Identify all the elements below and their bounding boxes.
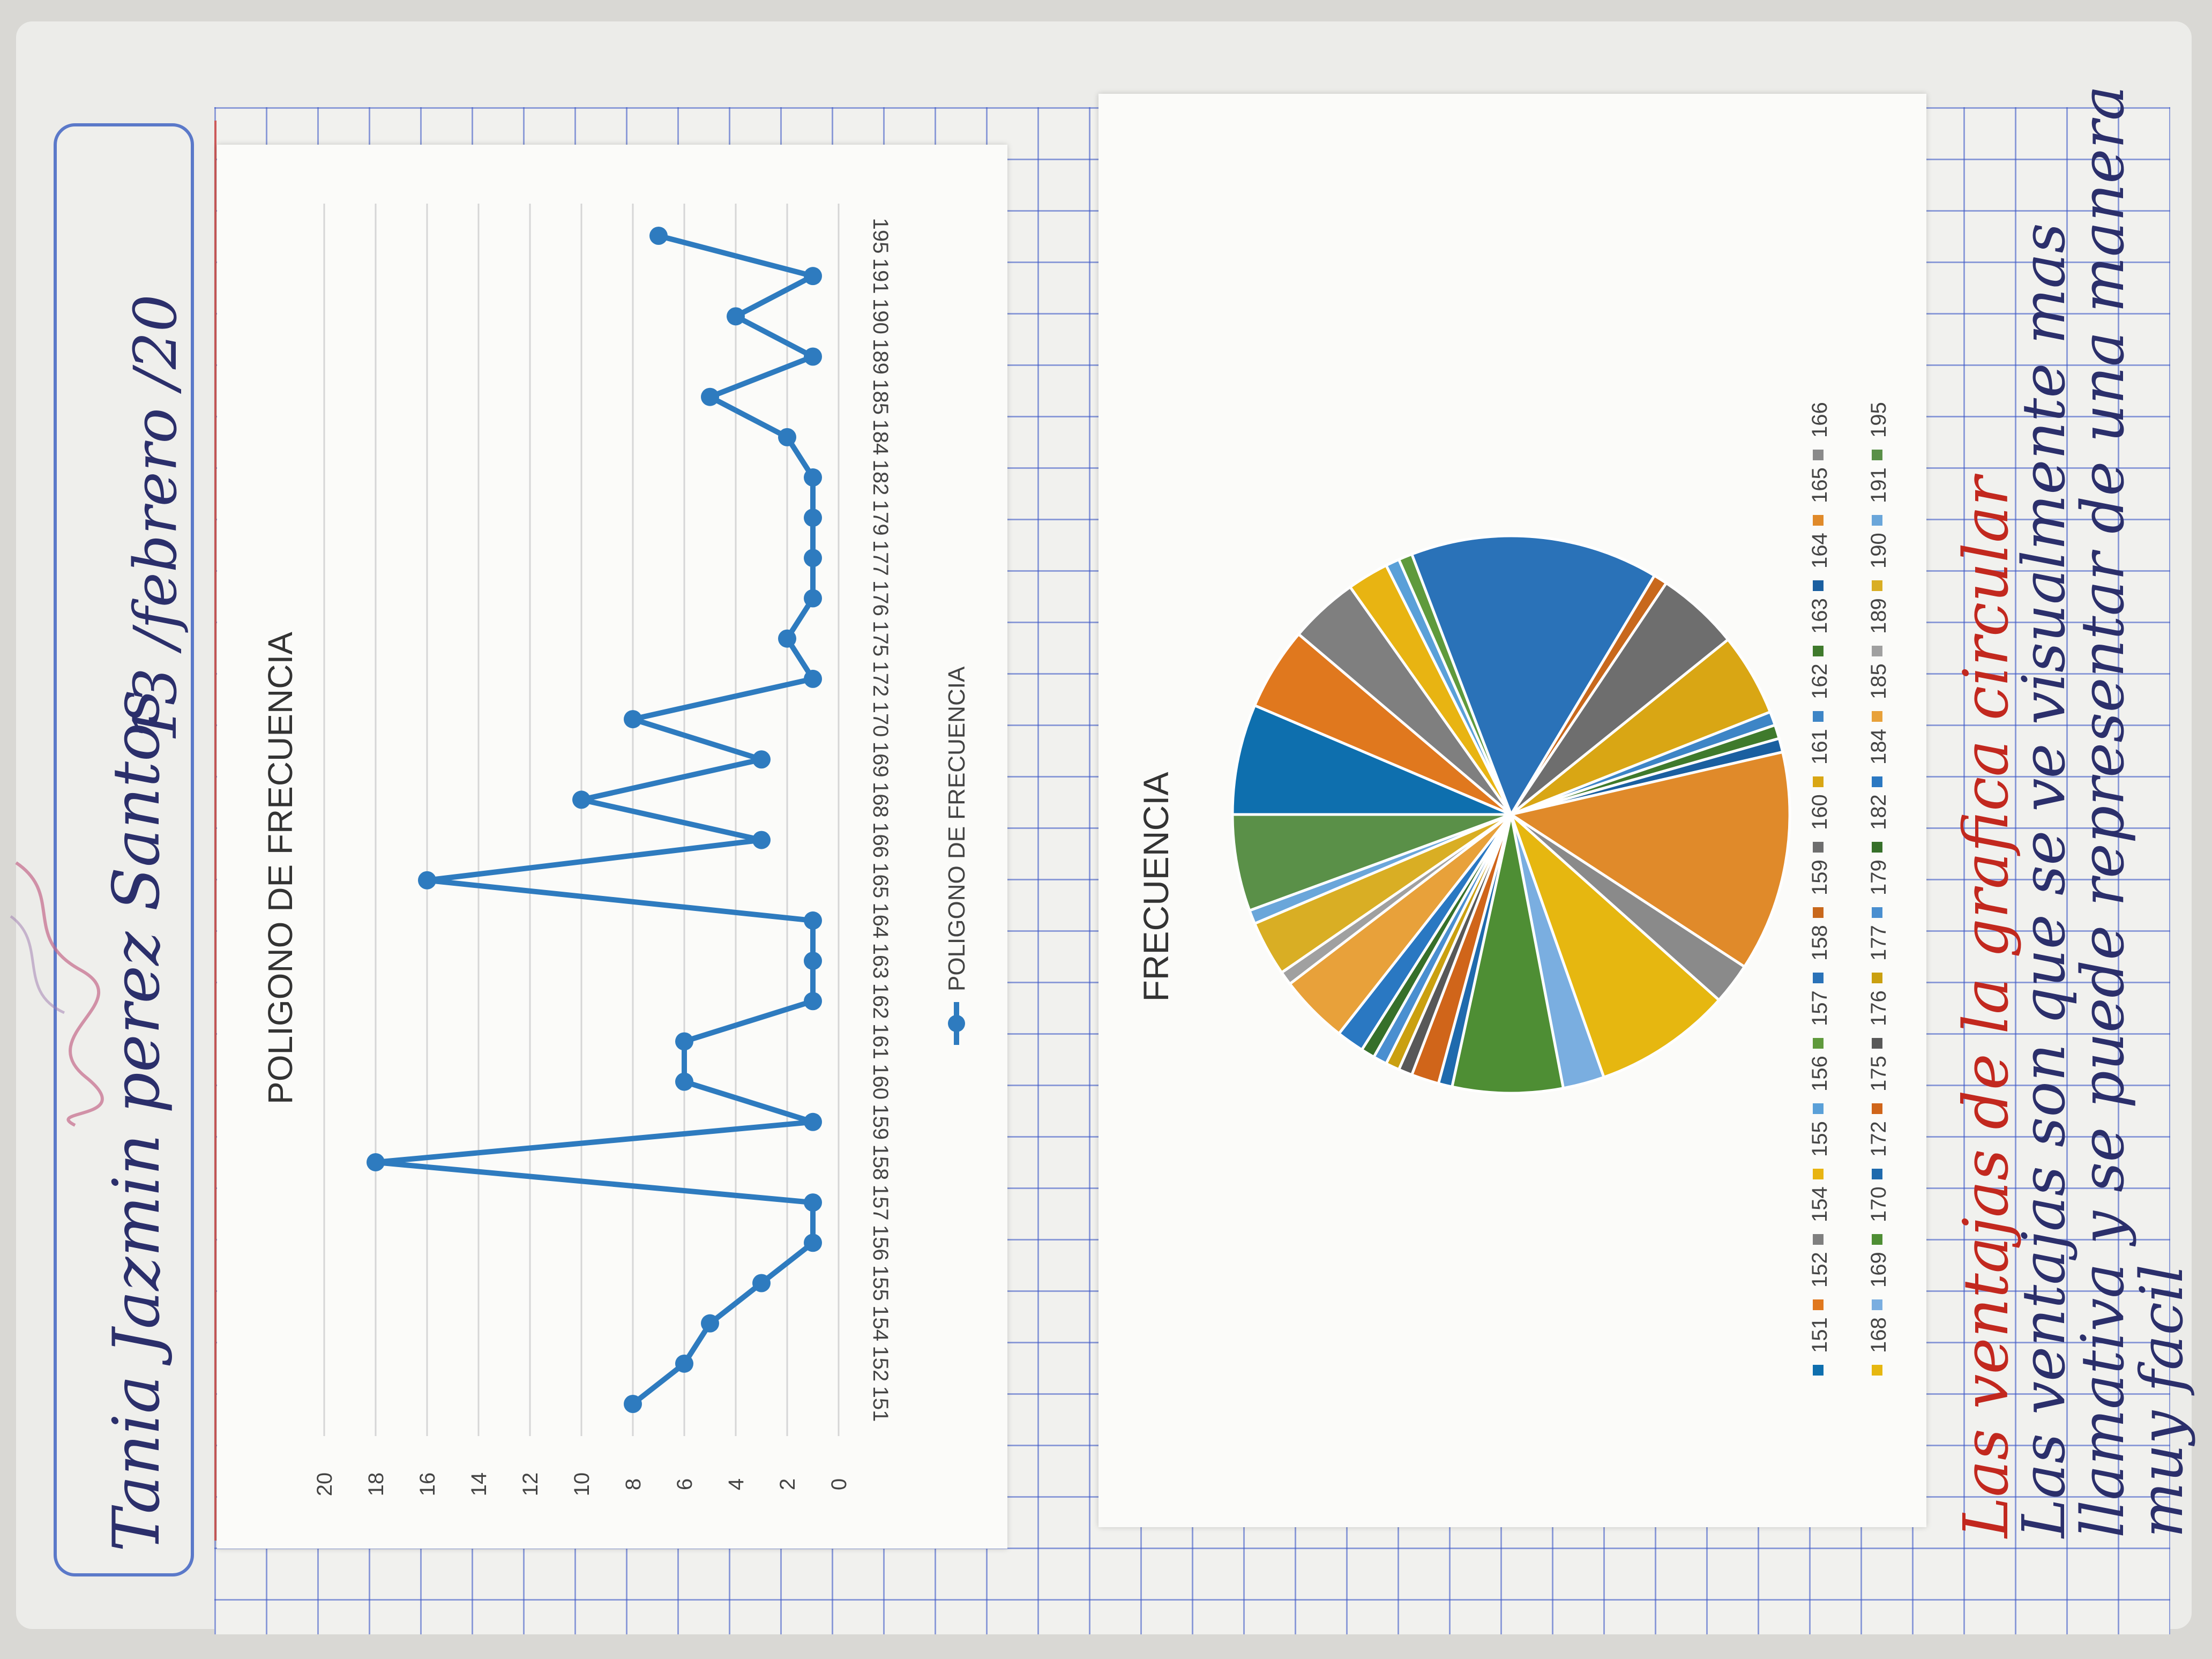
note-red: Las ventajas de la grafica circular [1951, 476, 2022, 1538]
x-tick-label: 195 [869, 218, 892, 254]
x-tick-label: 190 [869, 298, 892, 334]
data-point [804, 911, 822, 930]
x-tick-label: 154 [869, 1305, 892, 1342]
pie-chart-card [1098, 94, 1926, 1527]
legend-swatch-icon [1872, 1365, 1882, 1376]
legend-swatch-icon [1872, 1299, 1882, 1310]
x-tick-label: 162 [869, 983, 892, 1019]
y-tick-label: 6 [673, 1478, 697, 1491]
data-point [804, 1234, 822, 1252]
x-tick-label: 176 [869, 580, 892, 616]
legend-label: 185 [1867, 663, 1890, 699]
y-tick-label: 10 [570, 1472, 594, 1497]
data-point [804, 267, 822, 285]
data-point [367, 1153, 385, 1171]
legend-label: 164 [1808, 533, 1832, 569]
x-tick-label: 175 [869, 621, 892, 657]
legend-swatch-icon [1813, 973, 1824, 983]
y-tick-label: 2 [776, 1478, 799, 1491]
data-point [804, 468, 822, 487]
x-tick-label: 159 [869, 1104, 892, 1140]
legend-label: 163 [1808, 598, 1832, 634]
x-tick-label: 168 [869, 782, 892, 818]
x-tick-label: 163 [869, 943, 892, 979]
frequency-polygon-chart [217, 145, 1007, 1549]
chart-title: FRECUENCIA [1136, 772, 1176, 1002]
legend-swatch-icon [1872, 450, 1882, 460]
legend-label: 184 [1867, 729, 1890, 765]
legend-swatch-icon [1813, 1365, 1824, 1376]
legend-swatch-icon [1813, 842, 1824, 853]
legend-label: 160 [1808, 794, 1832, 830]
legend-swatch-icon [1872, 646, 1882, 656]
y-tick-label: 8 [622, 1478, 645, 1491]
data-point [701, 388, 719, 406]
data-point [778, 428, 796, 446]
legend-marker-icon [948, 1015, 965, 1032]
legend-swatch-icon [1872, 515, 1882, 526]
legend-label: 154 [1808, 1186, 1832, 1222]
legend-label: 191 [1867, 467, 1890, 503]
data-point [752, 1274, 771, 1292]
x-tick-label: 169 [869, 741, 892, 778]
y-tick-label: 16 [416, 1472, 439, 1497]
legend-swatch-icon [1872, 973, 1882, 983]
x-tick-label: 161 [869, 1023, 892, 1059]
legend-swatch-icon [1813, 1038, 1824, 1049]
data-point [804, 348, 822, 366]
data-point [752, 750, 771, 768]
legend-swatch-icon [1813, 1169, 1824, 1179]
y-tick-label: 4 [724, 1478, 748, 1491]
legend-swatch-icon [1813, 646, 1824, 656]
data-point [804, 589, 822, 608]
x-tick-label: 182 [869, 459, 892, 496]
data-point [649, 227, 668, 245]
x-tick-label: 165 [869, 862, 892, 899]
x-tick-label: 164 [869, 902, 892, 939]
x-tick-label: 151 [869, 1386, 892, 1422]
legend-swatch-icon [1813, 776, 1824, 787]
legend-label: 157 [1808, 990, 1832, 1026]
x-tick-label: 172 [869, 661, 892, 697]
chart-title: POLIGONO DE FRECUENCIA [261, 632, 300, 1104]
note-line-2: llamativa y se puede representar de una manera [2068, 85, 2137, 1538]
y-tick-label: 14 [467, 1472, 491, 1497]
legend-swatch-icon [1813, 711, 1824, 722]
line-chart-card [217, 145, 1007, 1549]
data-point [804, 670, 822, 688]
legend-label: 172 [1867, 1121, 1890, 1157]
y-tick-label: 12 [519, 1472, 542, 1497]
x-tick-label: 185 [869, 379, 892, 415]
x-tick-label: 177 [869, 540, 892, 576]
legend-label: 156 [1808, 1056, 1832, 1092]
frequency-pie-chart [1098, 94, 1926, 1527]
legend-label: POLIGONO DE FRECUENCIA [944, 666, 970, 991]
data-point [804, 1113, 822, 1131]
data-point [804, 992, 822, 1010]
legend-swatch-icon [1813, 1234, 1824, 1245]
legend-swatch-icon [1813, 450, 1824, 460]
legend-label: 175 [1867, 1056, 1890, 1092]
data-point [752, 831, 771, 849]
legend-label: 162 [1808, 663, 1832, 699]
x-tick-label: 189 [869, 339, 892, 375]
x-tick-label: 156 [869, 1224, 892, 1261]
legend-label: 155 [1808, 1121, 1832, 1157]
legend-swatch-icon [1872, 776, 1882, 787]
header-box [54, 123, 194, 1576]
student-name: Tania Jazmin perez Santos [100, 690, 174, 1552]
legend-label: 151 [1808, 1317, 1832, 1353]
legend-swatch-icon [1813, 1299, 1824, 1310]
legend-label: 152 [1808, 1252, 1832, 1288]
data-point [727, 307, 745, 325]
x-tick-label: 158 [869, 1144, 892, 1180]
legend-swatch-icon [1872, 1169, 1882, 1179]
data-point [675, 1355, 693, 1373]
data-point [804, 509, 822, 527]
legend-swatch-icon [1872, 711, 1882, 722]
data-point [418, 871, 436, 890]
note-line-1: Las ventajas son que se ve visualmente mas [2009, 223, 2078, 1538]
data-point [675, 1032, 693, 1050]
legend-label: 182 [1867, 794, 1890, 830]
data-point [675, 1073, 693, 1091]
date-label: 13 /febrero /20 [121, 294, 190, 743]
data-point [804, 1193, 822, 1212]
y-tick-label: 18 [364, 1472, 388, 1497]
y-tick-label: 0 [827, 1478, 851, 1491]
x-tick-label: 157 [869, 1184, 892, 1221]
legend-swatch-icon [1813, 580, 1824, 591]
legend-label: 179 [1867, 860, 1890, 895]
legend-label: 195 [1867, 402, 1890, 438]
data-point [572, 790, 591, 809]
data-point [778, 630, 796, 648]
x-tick-label: 179 [869, 499, 892, 536]
legend-label: 159 [1808, 860, 1832, 895]
legend-label: 165 [1808, 467, 1832, 503]
legend-label: 169 [1867, 1252, 1890, 1288]
legend-label: 158 [1808, 925, 1832, 961]
legend-label: 189 [1867, 598, 1890, 634]
legend-label: 190 [1867, 533, 1890, 569]
x-tick-label: 160 [869, 1064, 892, 1100]
x-tick-label: 155 [869, 1265, 892, 1301]
legend-label: 166 [1808, 402, 1832, 438]
x-tick-label: 152 [869, 1346, 892, 1382]
legend-swatch-icon [1872, 1103, 1882, 1114]
series-line [376, 236, 813, 1404]
legend-label: 161 [1808, 729, 1832, 765]
legend-swatch-icon [1813, 515, 1824, 526]
note-line-3: muy facil [2127, 1264, 2196, 1538]
legend-swatch-icon [1813, 1103, 1824, 1114]
legend-swatch-icon [1872, 1234, 1882, 1245]
data-point [804, 952, 822, 970]
legend-swatch-icon [1872, 842, 1882, 853]
legend-swatch-icon [1872, 907, 1882, 918]
legend-swatch-icon [1872, 1038, 1882, 1049]
x-tick-label: 184 [869, 419, 892, 455]
data-point [624, 710, 642, 728]
y-tick-label: 20 [313, 1472, 337, 1497]
margin-line [214, 121, 216, 1541]
data-point [701, 1314, 719, 1333]
data-point [804, 549, 822, 567]
x-tick-label: 170 [869, 701, 892, 737]
x-tick-label: 166 [869, 822, 892, 858]
legend-label: 177 [1867, 925, 1890, 961]
doodle-icon [0, 852, 107, 1131]
x-tick-label: 191 [869, 258, 892, 294]
legend-label: 168 [1867, 1317, 1890, 1353]
legend-label: 176 [1867, 990, 1890, 1026]
legend-label: 170 [1867, 1186, 1890, 1222]
data-point [624, 1395, 642, 1413]
legend-swatch-icon [1872, 580, 1882, 591]
legend-swatch-icon [1813, 907, 1824, 918]
